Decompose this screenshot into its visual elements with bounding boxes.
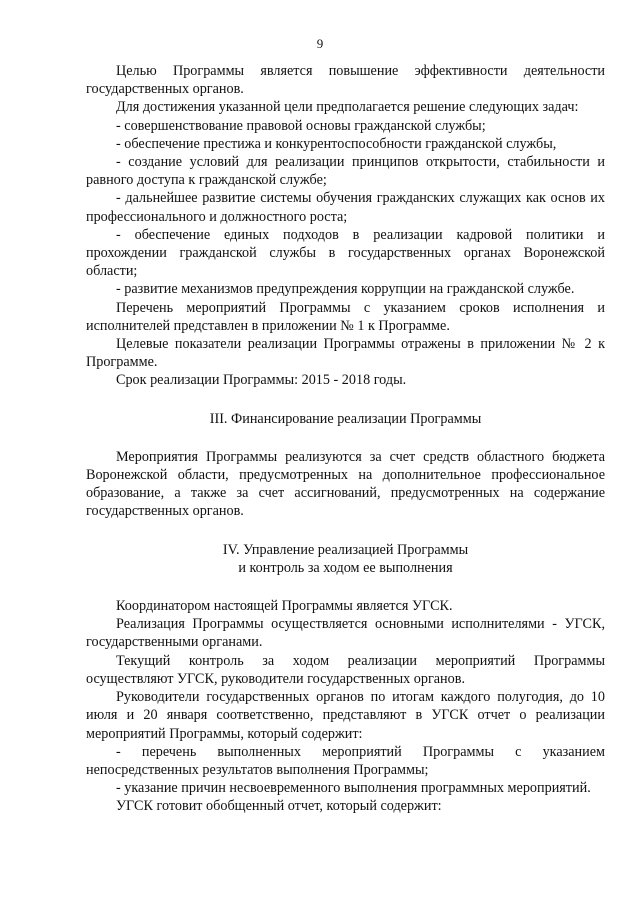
measures-list-paragraph: Перечень мероприятий Программы с указанием сроков исполнения и исполнителей представлен в приложении № 1 к Программе.: [86, 299, 605, 334]
section-3-title: [86, 410, 605, 428]
financing-paragraph: Мероприятия Программы реализуются за счет средств областного бюджета Воронежской области, предусмотренных на дополнительное профессиональное образование, а также за счет ассигнований, предусмотренных на содержание государственных органов.: [86, 448, 605, 520]
section-3-title-text: III. Финансирование реализации Программы: [209, 410, 482, 427]
page-number: 9: [316, 36, 324, 51]
task-item: - дальнейшее развитие системы обучения гражданских служащих как основ их профессионального и должностного роста;: [86, 190, 605, 225]
task-item: - обеспечение престижа и конкурентоспособности гражданской службы,: [116, 135, 557, 152]
task-item: - обеспечение единых подходов в реализации кадровой политики и прохождении гражданской службы в государственных органах Воронежской области;: [86, 226, 605, 280]
tasks-intro-paragraph: Для достижения указанной цели предполагается решение следующих задач:: [116, 99, 579, 116]
section-4-title-line-2: и контроль за ходом ее выполнения: [238, 559, 453, 576]
document-body: [86, 62, 605, 816]
current-control-paragraph: Текущий контроль за ходом реализации мероприятий Программы осуществляют УГСК, руководители государственных органов.: [86, 652, 605, 687]
task-item: - создание условий для реализации принципов открытости, стабильности и равного доступа к гражданской службе;: [86, 154, 605, 189]
program-term-paragraph: Срок реализации Программы: 2015 - 2018 годы.: [116, 372, 407, 389]
coordinator-paragraph: Координатором настоящей Программы является УГСК.: [116, 598, 453, 615]
goal-paragraph: Целью Программы является повышение эффективности деятельности государственных органов.: [86, 63, 605, 98]
summary-report-paragraph: УГСК готовит обобщенный отчет, который содержит:: [116, 798, 442, 815]
report-content-item: - указание причин несвоевременного выполнения программных мероприятий.: [116, 780, 591, 797]
task-item: - развитие механизмов предупреждения коррупции на гражданской службе.: [116, 281, 575, 298]
target-indicators-paragraph: Целевые показатели реализации Программы отражены в приложении № 2 к Программе.: [86, 336, 605, 371]
report-paragraph: Руководители государственных органов по итогам каждого полугодия, до 10 июля и 20 января соответственно, представляют в УГСК отчет о реализации мероприятий Программы, который содержит:: [86, 689, 605, 742]
implementation-paragraph: Реализация Программы осуществляется основными исполнителями - УГСК, государственными органами.: [86, 616, 605, 651]
section-4-title: [86, 541, 605, 577]
task-item: - совершенствование правовой основы гражданской службы;: [116, 117, 486, 134]
section-4-title-line-1: IV. Управление реализацией Программы: [222, 541, 469, 558]
report-content-item: - перечень выполненных мероприятий Программы с указанием непосредственных результатов выполнения Программы;: [86, 743, 605, 778]
